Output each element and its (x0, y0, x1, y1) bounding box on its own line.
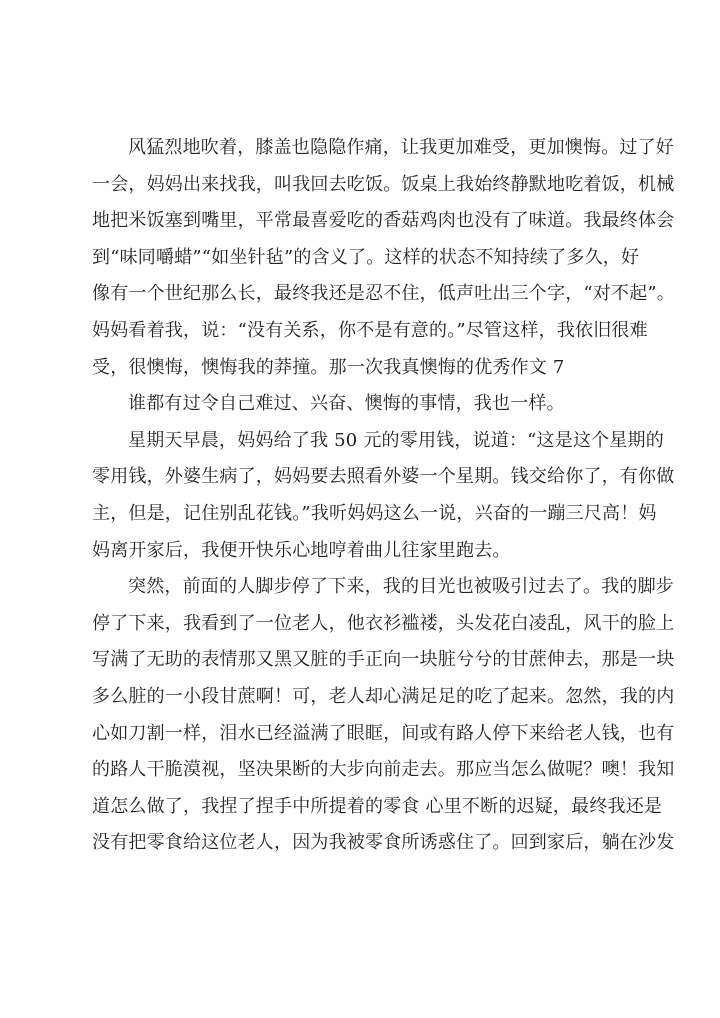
text-line: 主，但是，记住别乱花钱。”我听妈妈这么一说，兴奋的一蹦三尺高！妈 (92, 502, 657, 524)
text-line: 道怎么做了，我捏了捏手中所提着的零食 心里不断的迟疑，最终我还是 (92, 795, 663, 817)
text-line: 多么脏的一小段甘蔗啊！可，老人却心满足足的吃了起来。忽然，我的内 (92, 685, 675, 707)
text-line: 到“味同嚼蜡”“如坐针毡”的含义了。这样的状态不知持续了多久，好 (92, 246, 640, 268)
document-body (92, 130, 676, 862)
paragraph-1 (92, 130, 676, 386)
text-line: 地把米饭塞到嘴里，平常最喜爱吃的香菇鸡肉也没有了味道。我最终体会 (92, 210, 675, 232)
paragraph-4 (92, 569, 675, 862)
text-line: 妈妈看着我，说：“没有关系，你不是有意的。”尽管这样，我依旧很难 (92, 319, 648, 341)
text-line: 妈离开家后，我便开快乐心地哼着曲儿往家里跑去。 (92, 539, 511, 561)
text-line: 风猛烈地吹着，膝盖也隐隐作痛，让我更加难受，更加懊悔。过了好 (128, 137, 674, 158)
paragraph-3 (92, 423, 675, 569)
text-line: 零用钱，外婆生病了，妈妈要去照看外婆一个星期。钱交给你了，有你做 (92, 466, 675, 488)
paragraph-2 (92, 386, 640, 423)
text-line: 心如刀割一样，泪水已经溢满了眼眶，间或有路人停下来给老人钱，也有 (92, 722, 675, 744)
text-line: 没有把零食给这位老人，因为我被零食所诱惑住了。回到家后，躺在沙发 (92, 832, 675, 854)
text-line: 突然，前面的人脚步停了下来，我的目光也被吸引过去了。我的脚步 (128, 576, 674, 598)
text-line: 写满了无助的表情那又黑又脏的手正向一块脏兮兮的甘蔗伸去，那是一块 (92, 649, 675, 671)
text-line: 像有一个世纪那么长，最终我还是忍不住，低声吐出三个字，“对不起”。 (92, 283, 676, 305)
text-line: 的路人干脆漠视，坚决果断的大步向前走去。那应当怎么做呢？噢！我知 (92, 759, 675, 781)
text-line: 谁都有过令自己难过、兴奋、懊悔的事情，我也一样。 (128, 393, 565, 415)
text-line: 星期天早晨，妈妈给了我 50 元的零用钱，说道：“这是这个星期的 (128, 429, 664, 451)
text-line: 受，很懊悔，懊悔我的莽撞。那一次我真懊悔的优秀作文 7 (92, 356, 565, 378)
text-line: 一会，妈妈出来找我，叫我回去吃饭。饭桌上我始终静默地吃着饭，机械 (92, 173, 675, 195)
text-line: 停了下来，我看到了一位老人，他衣衫褴褛，头发花白凌乱，风干的脸上 (92, 612, 675, 634)
